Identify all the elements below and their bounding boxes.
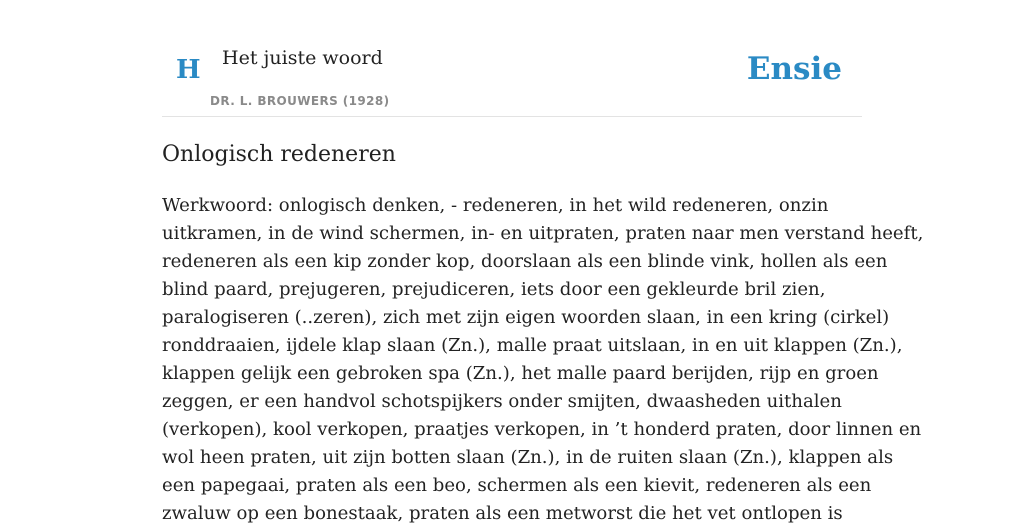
- entry-title: Onlogisch redeneren: [162, 142, 396, 167]
- entry-body-line: redeneren als een kip zonder kop, doorslaan als een blinde vink, hollen als een: [162, 251, 888, 272]
- book-title-link[interactable]: Het juiste woord: [222, 47, 383, 69]
- entry-body-line: ronddraaien, ijdele klap slaan (Zn.), malle praat uitslaan, in en uit klappen (Zn.),: [162, 335, 903, 356]
- entry-body-line: een papegaai, praten als een beo, schermen als een kievit, redeneren als een: [162, 475, 872, 496]
- entry-body-line: zwaluw op een bonestaak, praten als een metworst die het vet ontlopen is: [162, 503, 843, 524]
- entry-body-line: klappen gelijk een gebroken spa (Zn.), het malle paard berijden, rijp en groen: [162, 363, 879, 384]
- entry-body-line: paralogiseren (..zeren), zich met zijn eigen woorden slaan, in een kring (cirkel): [162, 307, 890, 328]
- entry-body-line: wol heen praten, uit zijn botten slaan (Zn.), in de ruiten slaan (Zn.), klappen als: [162, 447, 894, 468]
- book-header: [162, 0, 862, 117]
- entry-body: [162, 192, 924, 528]
- book-logo-letter: H: [176, 55, 201, 85]
- entry-body-line: zeggen, er een handvol schotspijkers onder smijten, dwaasheden uithalen: [162, 391, 842, 412]
- entry-body-line: (verkopen), kool verkopen, praatjes verkopen, in ’t honderd praten, door linnen en: [162, 419, 922, 440]
- ensie-logo-link[interactable]: Ensie: [746, 51, 842, 87]
- entry-body-line: blind paard, prejugeren, prejudiceren, iets door een gekleurde bril zien,: [162, 279, 826, 300]
- entry-body-line: Werkwoord: onlogisch denken, - redeneren, in het wild redeneren, onzin: [162, 195, 829, 216]
- entry-body-line: uitkramen, in de wind schermen, in- en uitpraten, praten naar men verstand heeft,: [162, 223, 924, 244]
- book-author: DR. L. BROUWERS (1928): [210, 94, 390, 108]
